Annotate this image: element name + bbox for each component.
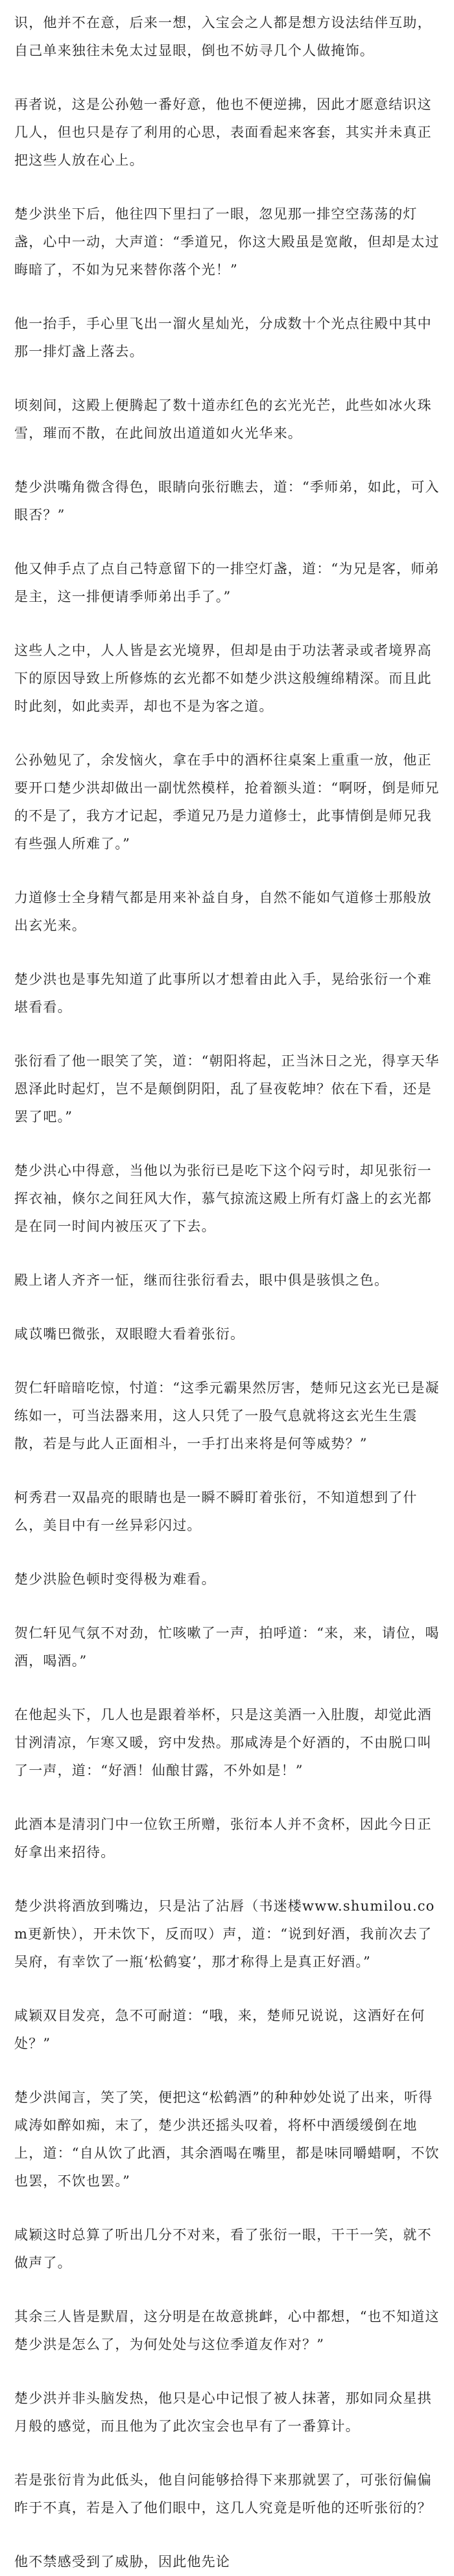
- paragraph: 公孙勉见了，余发恼火，拿在手中的酒杯往桌案上重重一放，他正要开口楚少洪却做出一副忧然模样，抢着额头道：“啊呀，倒是师兄的不是了，我方才记起，季道兄乃是力道修士，此事情倒是师兄我有些强人所难了。”: [14, 752, 440, 852]
- paragraph: 在他起头下，几人也是跟着举杯，只是这美酒一入肚腹，却觉此酒甘洌清凉，乍寒又暖，窍中发热。那咸涛是个好酒的，不由脱口叫了一声，道：“好酒！仙酿甘露，不外如是！”: [14, 1707, 432, 1778]
- paragraph: 楚少洪嘴角微含得色，眼睛向张衍瞧去，道：“季师弟，如此，可入眼否？”: [14, 479, 440, 523]
- paragraph: 咸苡嘴巴微张，双眼瞪大看着张衍。: [14, 1326, 245, 1342]
- paragraph: 这些人之中，人人皆是玄光境界，但却是由于功法著录或者境界高下的原因导致上所修炼的玄光都不如楚少洪这般缠绵精深。而且此时此刻，如此卖弄，却也不是为客之道。: [14, 643, 432, 714]
- paragraph: 他一抬手，手心里飞出一溜火星灿光，分成数十个光点往殿中其中那一排灯盏上落去。: [14, 316, 432, 359]
- paragraph: 其余三人皆是默眉，这分明是在故意挑衅，心中都想，“也不知道这楚少洪是怎么了，为何处处与这位季道友作对？”: [14, 2309, 440, 2352]
- paragraph: 顷刻间，这殿上便腾起了数十道赤红色的玄光光芒，此些如冰火珠雪，璀而不散，在此间放出道道如火光华来。: [14, 398, 432, 441]
- paragraph: 贺仁轩见气氛不对劲，忙咳嗽了一声，拍呼道：“来，来，请位，喝酒，喝酒。”: [14, 1625, 440, 1669]
- paragraph: 楚少洪将酒放到嘴边，只是沾了沾唇（书迷楼www.shumilou.com更新快），开未饮下，反而叹）声，道：“说到好酒，我前次去了吴府，有幸饮了一瓶‘松鹤宴’，那才称得上是真正好酒。”: [14, 1898, 435, 1970]
- paragraph: 张衍看了他一眼笑了笑，道：“朝阳将起，正当沐日之光，得享天华恩泽此时起灯，岂不是颠倒阴阳，乱了昼夜乾坤？依在下看，还是罢了吧。”: [14, 1053, 440, 1125]
- paragraph: 他不禁感受到了威胁，因此他先论: [14, 2554, 230, 2570]
- paragraph: 楚少洪坐下后，他往四下里扫了一眼，忽见那一排空空荡荡的灯盏，心中一动，大声道：“季道兄，你这大殿虽是宽敞，但却是太过晦暗了，不如为兄来替你落个光！”: [14, 206, 440, 278]
- paragraph: 再者说，这是公孙勉一番好意，他也不便逆拂，因此才愿意结识这几人，但也只是存了利用的心思，表面看起来客套，其实并未真正把这些人放在心上。: [14, 97, 432, 168]
- paragraph: 殿上诸人齐齐一怔，继而往张衍看去，眼中俱是骇惧之色。: [14, 1272, 389, 1288]
- paragraph: 咸颖双目发亮，急不可耐道：“哦，来，楚师兄说说，这酒好在何处？”: [14, 2008, 425, 2051]
- paragraph: 识，他并不在意，后来一想，入宝会之人都是想方设法结伴互助，自己单来独往未免太过显眼，倒也不妨寻几个人做掩饰。: [14, 15, 432, 58]
- paragraph: 力道修士全身精气都是用来补益自身，自然不能如气道修士那般放出玄光来。: [14, 890, 432, 933]
- paragraph: 咸颖这时总算了听出几分不对来，看了张衍一眼，干干一笑，就不做声了。: [14, 2227, 432, 2271]
- paragraph: 楚少洪闻言，笑了笑，便把这“松鹤酒”的种种妙处说了出来，听得咸涛如醉如痴，末了，楚少洪还摇头叹着，将杯中酒缓缓倒在地上，道：“自从饮了此酒，其余酒喝在嘴里，都是味同嚼蜡啊，不饮也罢，不饮也罢。”: [14, 2090, 440, 2189]
- paragraph: 柯秀君一双晶亮的眼睛也是一瞬不瞬盯着张衍，不知道想到了什么，美目中有一丝异彩闪过。: [14, 1490, 418, 1533]
- paragraph: 楚少洪也是事先知道了此事所以才想着由此入手，晃给张衍一个难堪看看。: [14, 972, 432, 1015]
- paragraph: 此酒本是清羽门中一位钦王所赠，张衍本人并不贪杯，因此今日正好拿出来招待。: [14, 1817, 432, 1860]
- paragraph: 楚少洪脸色顿时变得极为难看。: [14, 1571, 216, 1587]
- paragraph: 贺仁轩暗暗吃惊，忖道：“这季元霸果然厉害，楚师兄这玄光已是凝练如一，可当法器来用，这人只凭了一股气息就将这玄光生生震散，若是与此人正面相斗，一手打出来将是何等威势？”: [14, 1380, 440, 1451]
- paragraph: 楚少洪并非头脑发热，他只是心中记恨了被人抹著，那如同众星拱月般的感觉，而且他为了此次宝会也早有了一番算计。: [14, 2391, 432, 2434]
- paragraph: 他又伸手点了点自己特意留下的一排空灯盏，道：“为兄是客，师弟是主，这一排便请季师弟出手了。”: [14, 561, 440, 604]
- paragraph: 楚少洪心中得意，当他以为张衍已是吃下这个闷亏时，却见张衍一挥衣袖，倏尔之间狂风大作，慕气掠流这殿上所有灯盏上的玄光都是在同一时间内被压灭了下去。: [14, 1163, 432, 1234]
- paragraph: 若是张衍肯为此低头，他自问能够拾得下来那就罢了，可张衍偏偏昨于不真，若是入了他们眼中，这几人究竟是听他的还听张衍的？: [14, 2472, 432, 2516]
